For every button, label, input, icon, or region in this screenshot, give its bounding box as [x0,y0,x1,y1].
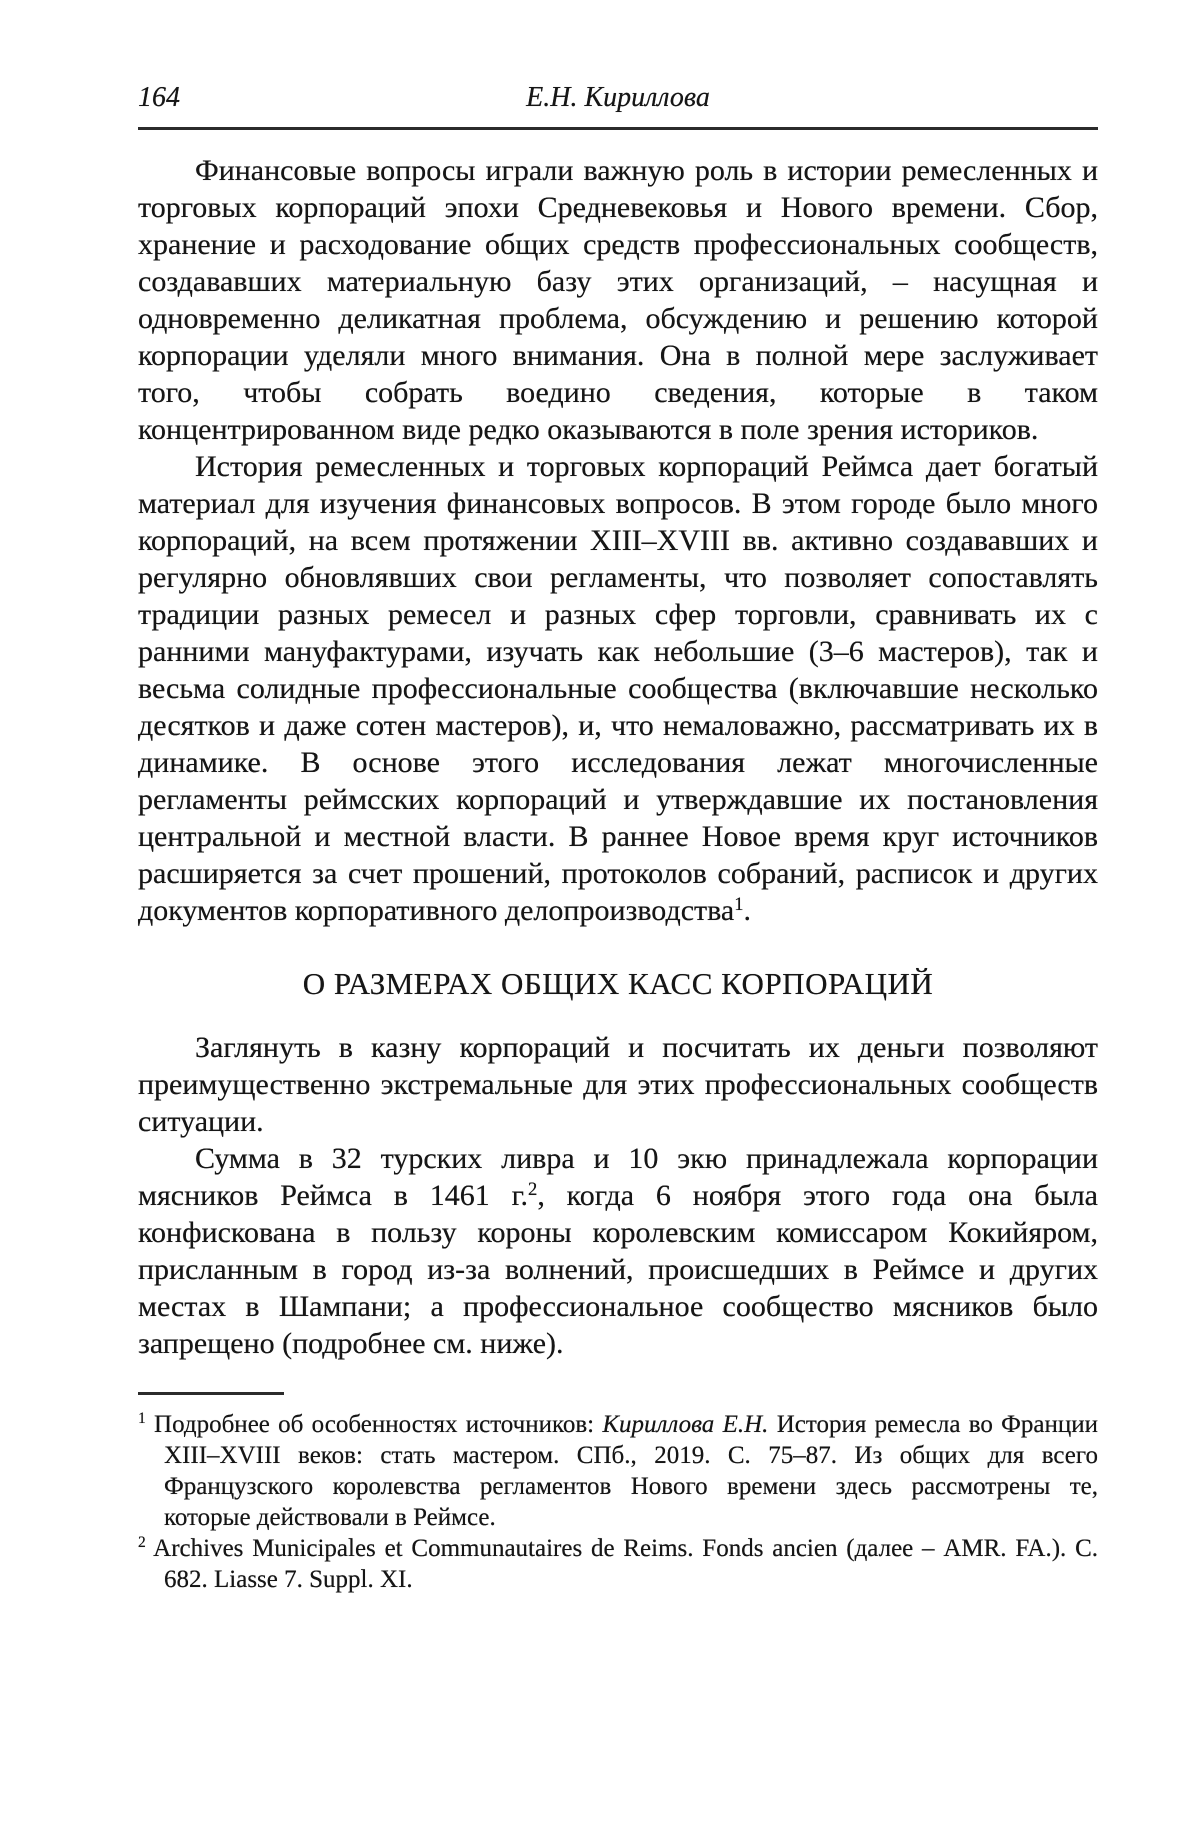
header-rule [138,127,1098,130]
page-header [138,82,1098,130]
footnote-ref: 1 [138,1410,146,1428]
text-run: Финансовые вопросы играли важную роль в истории ремесленных и торговых корпораций эпохи Средневековья и Нового времени. Сбор, хранение и расходование общих средств профессиональных сообществ, создававших материальную базу этих организаций, – насущная и одновременно деликатная проблема, обсуждению и решению которой корпорации уделяли много внимания. Она в полной мере заслуживает того, чтобы собрать воедино сведения, которые в таком концентрированном виде редко оказываются в поле зрения историков. [138,154,1098,446]
footnote-separator [138,1392,284,1395]
text-run: . [743,894,752,927]
running-head-author: Е.Н. Кириллова [526,82,710,113]
footnote-ref: 2 [138,1534,146,1552]
text-run: История ремесла во Франции XIII–XVIII веков: стать мастером. СПб., 2019. С. 75–87. Из общих для всего Французского королевства регламентов Нового времени здесь рассмотрены те, которые действовали в Реймсе. [164,1411,1098,1531]
page-number: 164 [138,82,180,113]
footnote-ref: 2 [528,1178,538,1200]
paragraph [138,1140,1098,1362]
italic-text-run: Кириллова Е.Н. [602,1411,769,1438]
section-heading: О РАЗМЕРАХ ОБЩИХ КАСС КОРПОРАЦИЙ [302,966,934,1001]
footnote-ref: 1 [734,893,744,915]
text-run: Заглянуть в казну корпораций и посчитать их деньги позволяют преимущественно экстремальные для этих профессиональных сообществ ситуации. [138,1031,1098,1138]
text-run: Подробнее об особенностях источников: [145,1411,603,1438]
paragraph [138,448,1098,929]
text-run: История ремесленных и торговых корпораций Реймса дает богатый материал для изучения финансовых вопросов. В этом городе было много корпораций, на всем протяжении XIII–XVIII вв. активно создававших и регулярно обновлявших свои регламенты, что позволяет сопоставлять традиции разных ремесел и разных сфер торговли, сравнивать их с ранними мануфактурами, изучать как небольшие (3–6 мастеров), так и весьма солидные профессиональные сообщества (включавшие несколько десятков и даже сотен мастеров), и, что немаловажно, рассматривать их в динамике. В основе этого исследования лежат многочисленные регламенты реймсских корпораций и утверждавшие их постановления центральной и местной власти. В раннее Новое время круг источников расширяется за счет прошений, протоколов собраний, расписок и других документов корпоративного делопроизводства [138,450,1098,927]
footnote [138,1409,1098,1533]
footnotes-section [138,1392,1098,1595]
text-run: , когда 6 ноября этого года она была конфискована в пользу короны королевским комиссаром Кокийяром, присланным в город из-за волнений, происшедших в Реймсе и других местах в Шампани; а профессиональное сообщество мясников было запрещено (подробнее см. ниже). [138,1179,1098,1360]
footnote [138,1533,1098,1595]
text-run: Archives Municipales et Communautaires de Reims. Fonds ancien (далее – AMR. FA.). С. 682. Liasse 7. Suppl. XI. [145,1535,1098,1593]
article-body [138,152,1098,1362]
text-run: Сумма в 32 турских ливра и 10 экю принадлежала корпорации мясников Реймса в 1461 г. [138,1142,1098,1212]
running-head [138,82,1098,114]
paragraph [138,1029,1098,1140]
paragraph [138,152,1098,448]
